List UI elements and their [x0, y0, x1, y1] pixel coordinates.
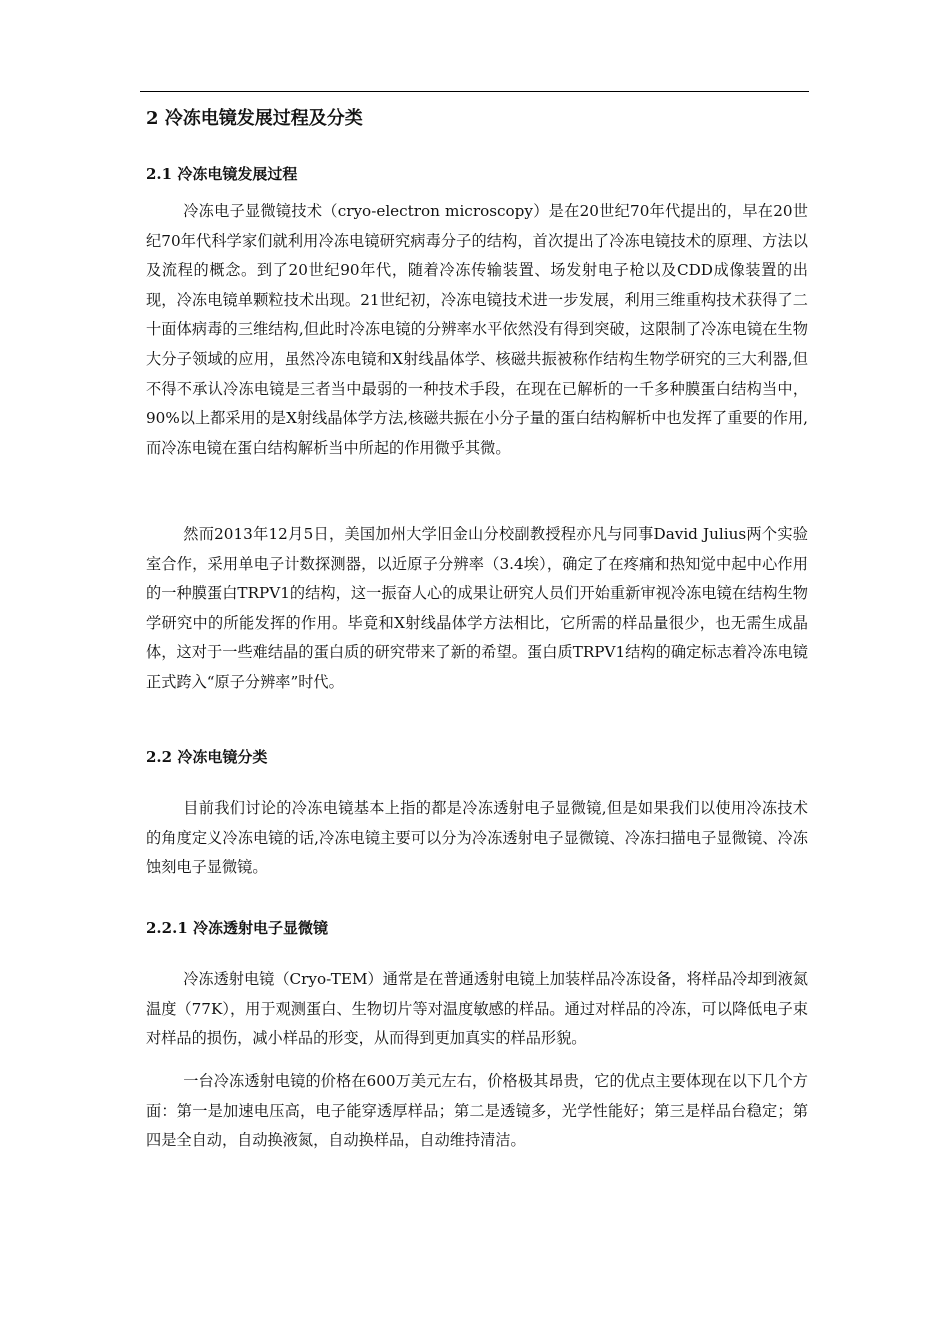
section-heading: 2 冷冻电镜发展过程及分类: [146, 108, 363, 129]
subsection-heading-2-2-1: 2.2.1 冷冻透射电子显微镜: [146, 919, 328, 937]
subsection-heading-2-2: 2.2 冷冻电镜分类: [146, 748, 268, 766]
subsection-heading-2-1: 2.1 冷冻电镜发展过程: [146, 165, 298, 183]
paragraph-development-2: 然而2013年12月5日，美国加州大学旧金山分校副教授程亦凡与同事David Julius两个实验室合作，采用单电子计数探测器，以近原子分辨率（3.4埃），确定了在疼痛和热知觉中起中心作用的一种膜蛋白TRPV1的结构，这一振奋人心的成果让研究人员们开始重新审视冷冻电镜在结构生物学研究中的所能发挥的作用。毕竟和X射线晶体学方法相比，它所需的样品量很少，也无需生成晶体，这对于一些难结晶的蛋白质的研究带来了新的希望。蛋白质TRPV1结构的确定标志着冷冻电镜正式跨入“原子分辨率”时代。: [146, 525, 808, 691]
paragraph-cryo-tem-1: 冷冻透射电镜（Cryo-TEM）通常是在普通透射电镜上加装样品冷冻设备，将样品冷却到液氮温度（77K），用于观测蛋白、生物切片等对温度敏感的样品。通过对样品的冷冻，可以降低电子束对样品的损伤，减小样品的形变，从而得到更加真实的样品形貌。: [146, 970, 808, 1048]
paragraph-development-1: 冷冻电子显微镜技术（cryo-electron microscopy）是在20世纪70年代提出的，早在20世纪70年代科学家们就利用冷冻电镜研究病毒分子的结构，首次提出了冷冻电镜技术的原理、方法以及流程的概念。到了20世纪90年代，随着冷冻传输装置、场发射电子枪以及CDD成像装置的出现，冷冻电镜单颗粒技术出现。21世纪初，冷冻电镜技术进一步发展，利用三维重构技术获得了二十面体病毒的三维结构,但此时冷冻电镜的分辨率水平依然没有得到突破，这限制了冷冻电镜在生物大分子领域的应用，虽然冷冻电镜和X射线晶体学、核磁共振被称作结构生物学研究的三大利器,但不得不承认冷冻电镜是三者当中最弱的一种技术手段，在现在已解析的一千多种膜蛋白结构当中，90%以上都采用的是X射线晶体学方法,核磁共振在小分子量的蛋白结构解析中也发挥了重要的作用,而冷冻电镜在蛋白结构解析当中所起的作用微乎其微。: [146, 202, 808, 457]
paragraph-classification: 目前我们讨论的冷冻电镜基本上指的都是冷冻透射电子显微镜,但是如果我们以使用冷冻技术的角度定义冷冻电镜的话,冷冻电镜主要可以分为冷冻透射电子显微镜、冷冻扫描电子显微镜、冷冻蚀刻电子显微镜。: [146, 799, 808, 877]
paragraph-cryo-tem-2: 一台冷冻透射电镜的价格在600万美元左右，价格极其昂贵，它的优点主要体现在以下几个方面：第一是加速电压高，电子能穿透厚样品；第二是透镜多，光学性能好；第三是样品台稳定；第四是全自动，自动换液氮，自动换样品，自动维持清洁。: [146, 1072, 808, 1150]
header-rule: [140, 91, 809, 92]
